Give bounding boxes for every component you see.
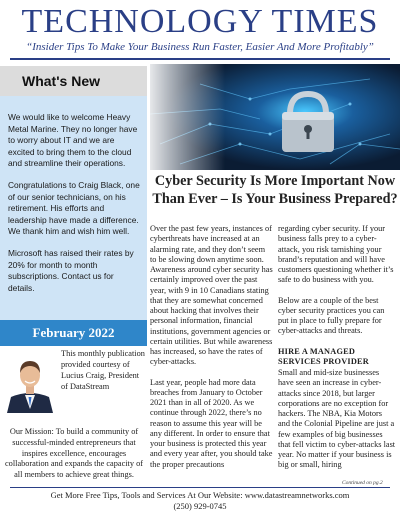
sidebar [0, 66, 147, 482]
article-paragraph: Over the past few years, instances of cyberthreats have increased at an alarming rate, and they don’t seem to be slowing down anytime soon. Awareness around cyber security has certainly improved over the past year, with 9 in 10 Canadians stating that they are somewhat concerned about hacking that involves their personal information, financial institutions, government agencies or certain utilities. But while awareness has increased, so have the rates of cyber-attacks. [150, 224, 273, 367]
article-paragraph: Below are a couple of the best cyber security practices you can put in place to fully prepare for cyber-attacks and threats. [278, 295, 385, 336]
padlock-circuit-image [150, 64, 400, 170]
masthead-rule [10, 58, 390, 60]
author-portrait [3, 351, 57, 413]
issue-date-band [0, 320, 147, 346]
mission-statement: Our Mission: To build a community of successful-minded entrepreneurs that inspires excellence, encourages collaboration and expands the capacity of all members to achieve great things. [5, 427, 143, 480]
whats-new-box [0, 96, 147, 320]
whats-new-heading-bar [0, 66, 147, 96]
footer [0, 490, 400, 512]
newsletter-title: TECHNOLOGY TIMES [21, 3, 379, 40]
article-headline: Cyber Security Is More Important Now Than Ever – Is Your Business Prepared? [152, 173, 398, 207]
article-paragraph: Last year, people had more data breaches from January to October 2021 than in all of 2020. As we continue through 2022, there’s no reason to assume this year will be any different. In order to ensure that your business is protected this year and every year after, you should take the proper precautions [150, 377, 273, 469]
article-paragraph: regarding cyber security. If your business falls prey to a cyber-attack, you risk tarnishing your brand’s reputation and will have customers questioning whether it’s safe to do business with you. [278, 224, 394, 285]
whats-new-item: Microsoft has raised their rates by 20% for month to month subscriptions. Contact us for details. [8, 247, 134, 293]
article-column-left [150, 224, 273, 480]
whats-new-heading: What's New [22, 73, 101, 89]
publication-note: This monthly publication provided courtesy of Lucius Craig, President of DataStream [61, 349, 145, 391]
newsletter-tagline: “Insider Tips To Make Your Business Run Faster, Easier And More Profitably” [26, 41, 374, 53]
masthead [0, 0, 400, 60]
whats-new-item: We would like to welcome Heavy Metal Marine. They no longer have to worry about IT and we are excited to bring them to the cloud and streamline their operations. [8, 112, 138, 169]
footer-rule [10, 487, 390, 488]
article-column-right [278, 224, 396, 481]
footer-website-line: Get More Free Tips, Tools and Services At Our Website: www.datastreamnetworks.com [50, 490, 350, 500]
continued-note: Continued on pg.2 [342, 480, 383, 486]
whats-new-item: Congratulations to Craig Black, one of our senior technicians, on his retirement. His efforts and leadership have made a difference. We thank him and wish him well. [8, 179, 140, 237]
footer-phone: (250) 929-0745 [173, 501, 227, 511]
article-paragraph: Small and mid-size businesses have seen an increase in cyber-attacks since 2018, but larger corporations are no exception for hackers. The NBA, Kia Motors and the Colonial Pipeline are just a few examples of big businesses that fell victim to cyber-attacks last year. No matter if your business is big or small, hiring [278, 368, 396, 470]
article-subhead: HIRE A MANAGED SERVICES PROVIDER [278, 346, 369, 366]
issue-date: February 2022 [32, 325, 115, 340]
